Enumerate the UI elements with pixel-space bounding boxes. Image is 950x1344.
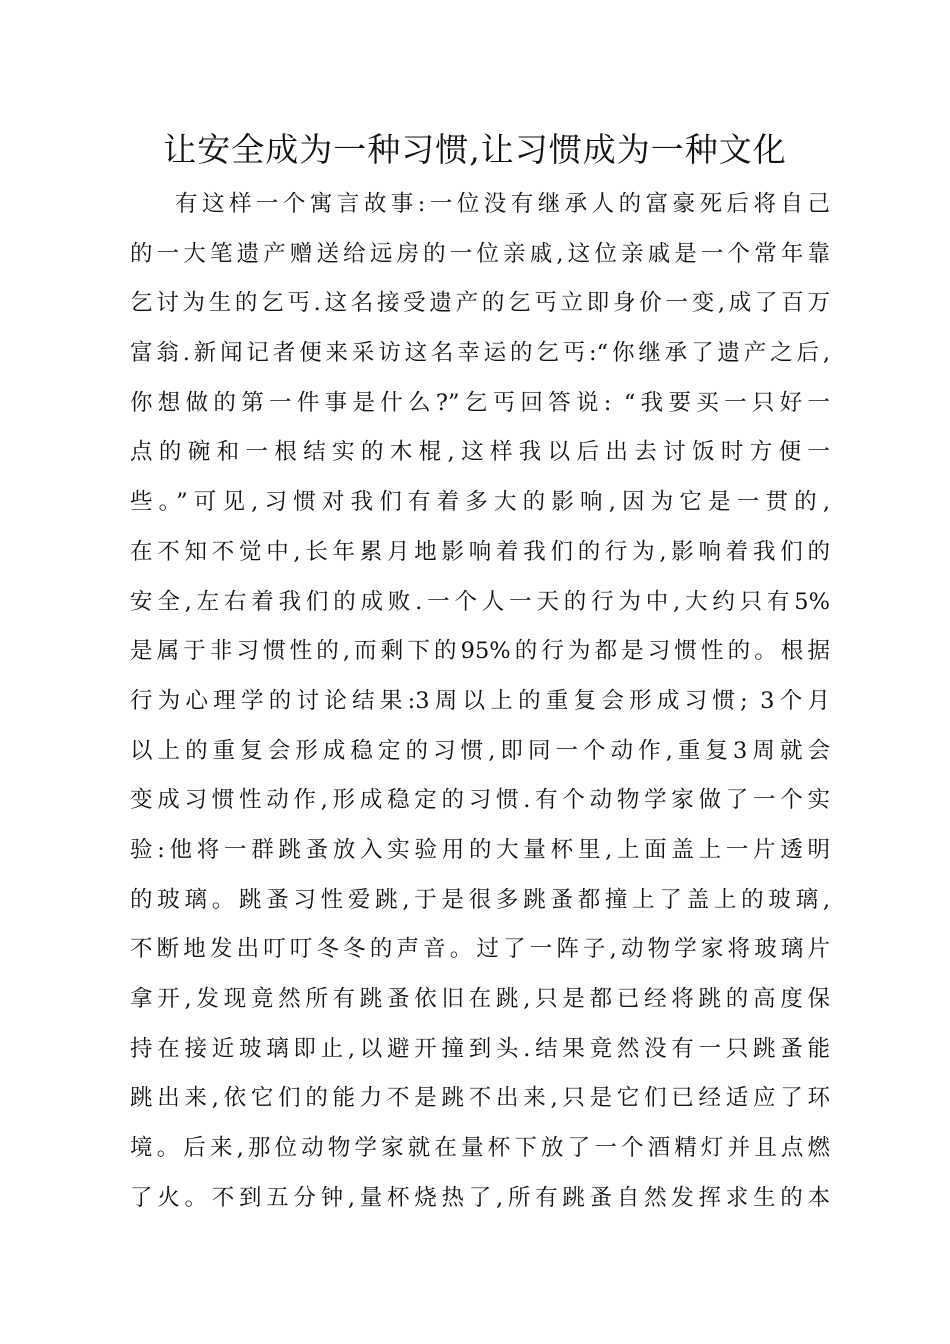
body-line: 持在接近玻璃即止,以避开撞到头.结果竟然没有一只跳蚤能	[130, 1035, 830, 1062]
body-line: 拿开,发现竟然所有跳蚤依旧在跳,只是都已经将跳的高度保	[130, 986, 830, 1012]
body-line: 境。后来,那位动物学家就在量杯下放了一个酒精灯并且点燃	[130, 1135, 830, 1162]
body-line: 变成习惯性动作,形成稳定的习惯.有个动物学家做了一个实	[130, 787, 830, 814]
body-line: 行为心理学的讨论结果:3周以上的重复会形成习惯; 3个月	[130, 687, 830, 714]
body-line: 的一大笔遗产赠送给远房的一位亲戚,这位亲戚是一个常年靠	[130, 240, 830, 267]
body-line: 是属于非习惯性的,而剩下的95%的行为都是习惯性的。根据	[130, 638, 830, 665]
body-line: 有这样一个寓言故事:一位没有继承人的富豪死后将自己	[175, 191, 830, 217]
body-line: 不断地发出叮叮冬冬的声音。过了一阵子,动物学家将玻璃片	[130, 936, 830, 963]
body-line: 以上的重复会形成稳定的习惯,即同一个动作,重复3周就会	[130, 737, 830, 764]
body-line: 点的碗和一根结实的木棍,这样我以后出去讨饭时方便一	[130, 439, 830, 466]
document-title: 让安全成为一种习惯,让习惯成为一种文化	[163, 130, 787, 169]
body-line: 跳出来,依它们的能力不是跳不出来,只是它们已经适应了环	[130, 1085, 830, 1112]
body-line: 富翁.新闻记者便来采访这名幸运的乞丐:“你继承了遗产之后,	[130, 340, 830, 367]
body-line: 乞讨为生的乞丐.这名接受遗产的乞丐立即身价一变,成了百万	[130, 290, 830, 317]
body-line: 了火。不到五分钟,量杯烧热了,所有跳蚤自然发挥求生的本	[130, 1184, 830, 1211]
document-body	[130, 180, 830, 1223]
body-line: 的玻璃。跳蚤习性爱跳,于是很多跳蚤都撞上了盖上的玻璃,	[130, 886, 830, 913]
body-line: 验:他将一群跳蚤放入实验用的大量杯里,上面盖上一片透明	[130, 836, 830, 863]
body-line: 在不知不觉中,长年累月地影响着我们的行为,影响着我们的	[130, 538, 830, 565]
body-line: 些。”可见,习惯对我们有着多大的影响,因为它是一贯的,	[130, 489, 830, 516]
body-line: 你想做的第一件事是什么?”乞丐回答说: “我要买一只好一	[130, 389, 830, 416]
body-line: 安全,左右着我们的成败.一个人一天的行为中,大约只有5%	[130, 588, 830, 615]
